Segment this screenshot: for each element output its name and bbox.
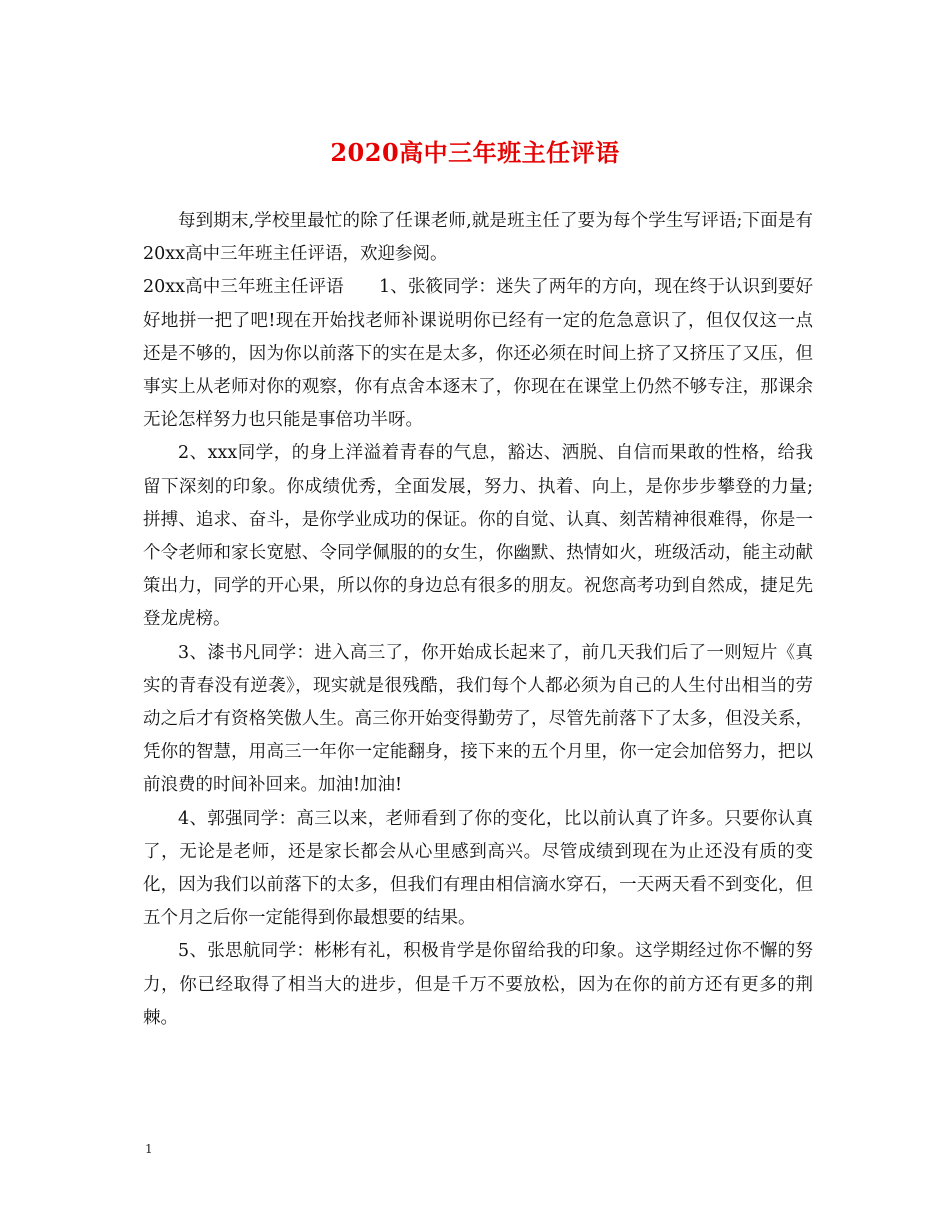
paragraph-comment-2: 2、xxx同学，的身上洋溢着青春的气息，豁达、洒脱、自信而果敢的性格，给我留下深刻的印象。你成绩优秀，全面发展，努力、执着、向上，是你步步攀登的力量;拼搏、追求、奋斗，是你学业成功的保证。你的自觉、认真、刻苦精神很难得，你是一个令老师和家长宽慰、令同学佩服的的女生，你幽默、热情如火，班级活动，能主动献策出力，同学的开心果，所以你的身边总有很多的朋友。祝您高考功到自然成，捷足先登龙虎榜。 bbox=[143, 443, 813, 630]
page-number: 1 bbox=[145, 1142, 153, 1156]
paragraph-comment-5: 5、张思航同学：彬彬有礼，积极肯学是你留给我的印象。这学期经过你不懈的努力，你已经取得了相当大的进步，但是千万不要放松，因为在你的前方还有更多的荆棘。 bbox=[143, 941, 813, 1028]
paragraph-comment-3: 3、漆书凡同学：进入高三了，你开始成长起来了，前几天我们后了一则短片《真实的青春没有逆袭》，现实就是很残酷，我们每个人都必须为自己的人生付出相当的劳动之后才有资格笑傲人生。高三你开始变得勤劳了，尽管先前落下了太多，但没关系，凭你的智慧，用高三一年你一定能翻身，接下来的五个月里，你一定会加倍努力，把以前浪费的时间补回来。加油!加油! bbox=[143, 642, 813, 796]
paragraph-intro: 每到期末,学校里最忙的除了任课老师,就是班主任了要为每个学生写评语;下面是有20xx高中三年班主任评语，欢迎参阅。 bbox=[143, 211, 813, 265]
document-title: 2020高中三年班主任评语 bbox=[330, 138, 620, 167]
paragraph-comment-1: 20xx高中三年班主任评语 1、张筱同学：迷失了两年的方向，现在终于认识到要好好地拼一把了吧!现在开始找老师补课说明你已经有一定的危急意识了，但仅仅这一点还是不够的，因为你以前落下的实在是太多，你还必须在时间上挤了又挤压了又压，但事实上从老师对你的观察，你有点舍本逐末了，你现在在课堂上仍然不够专注，那课余无论怎样努力也只能是事倍功半呀。 bbox=[143, 277, 813, 431]
paragraph-comment-4: 4、郭强同学：高三以来，老师看到了你的变化，比以前认真了许多。只要你认真了，无论是老师，还是家长都会从心里感到高兴。尽管成绩到现在为止还没有质的变化，因为我们以前落下的太多，但我们有理由相信滴水穿石，一天两天看不到变化，但五个月之后你一定能得到你最想要的结果。 bbox=[143, 808, 813, 929]
document-body bbox=[143, 205, 813, 1035]
